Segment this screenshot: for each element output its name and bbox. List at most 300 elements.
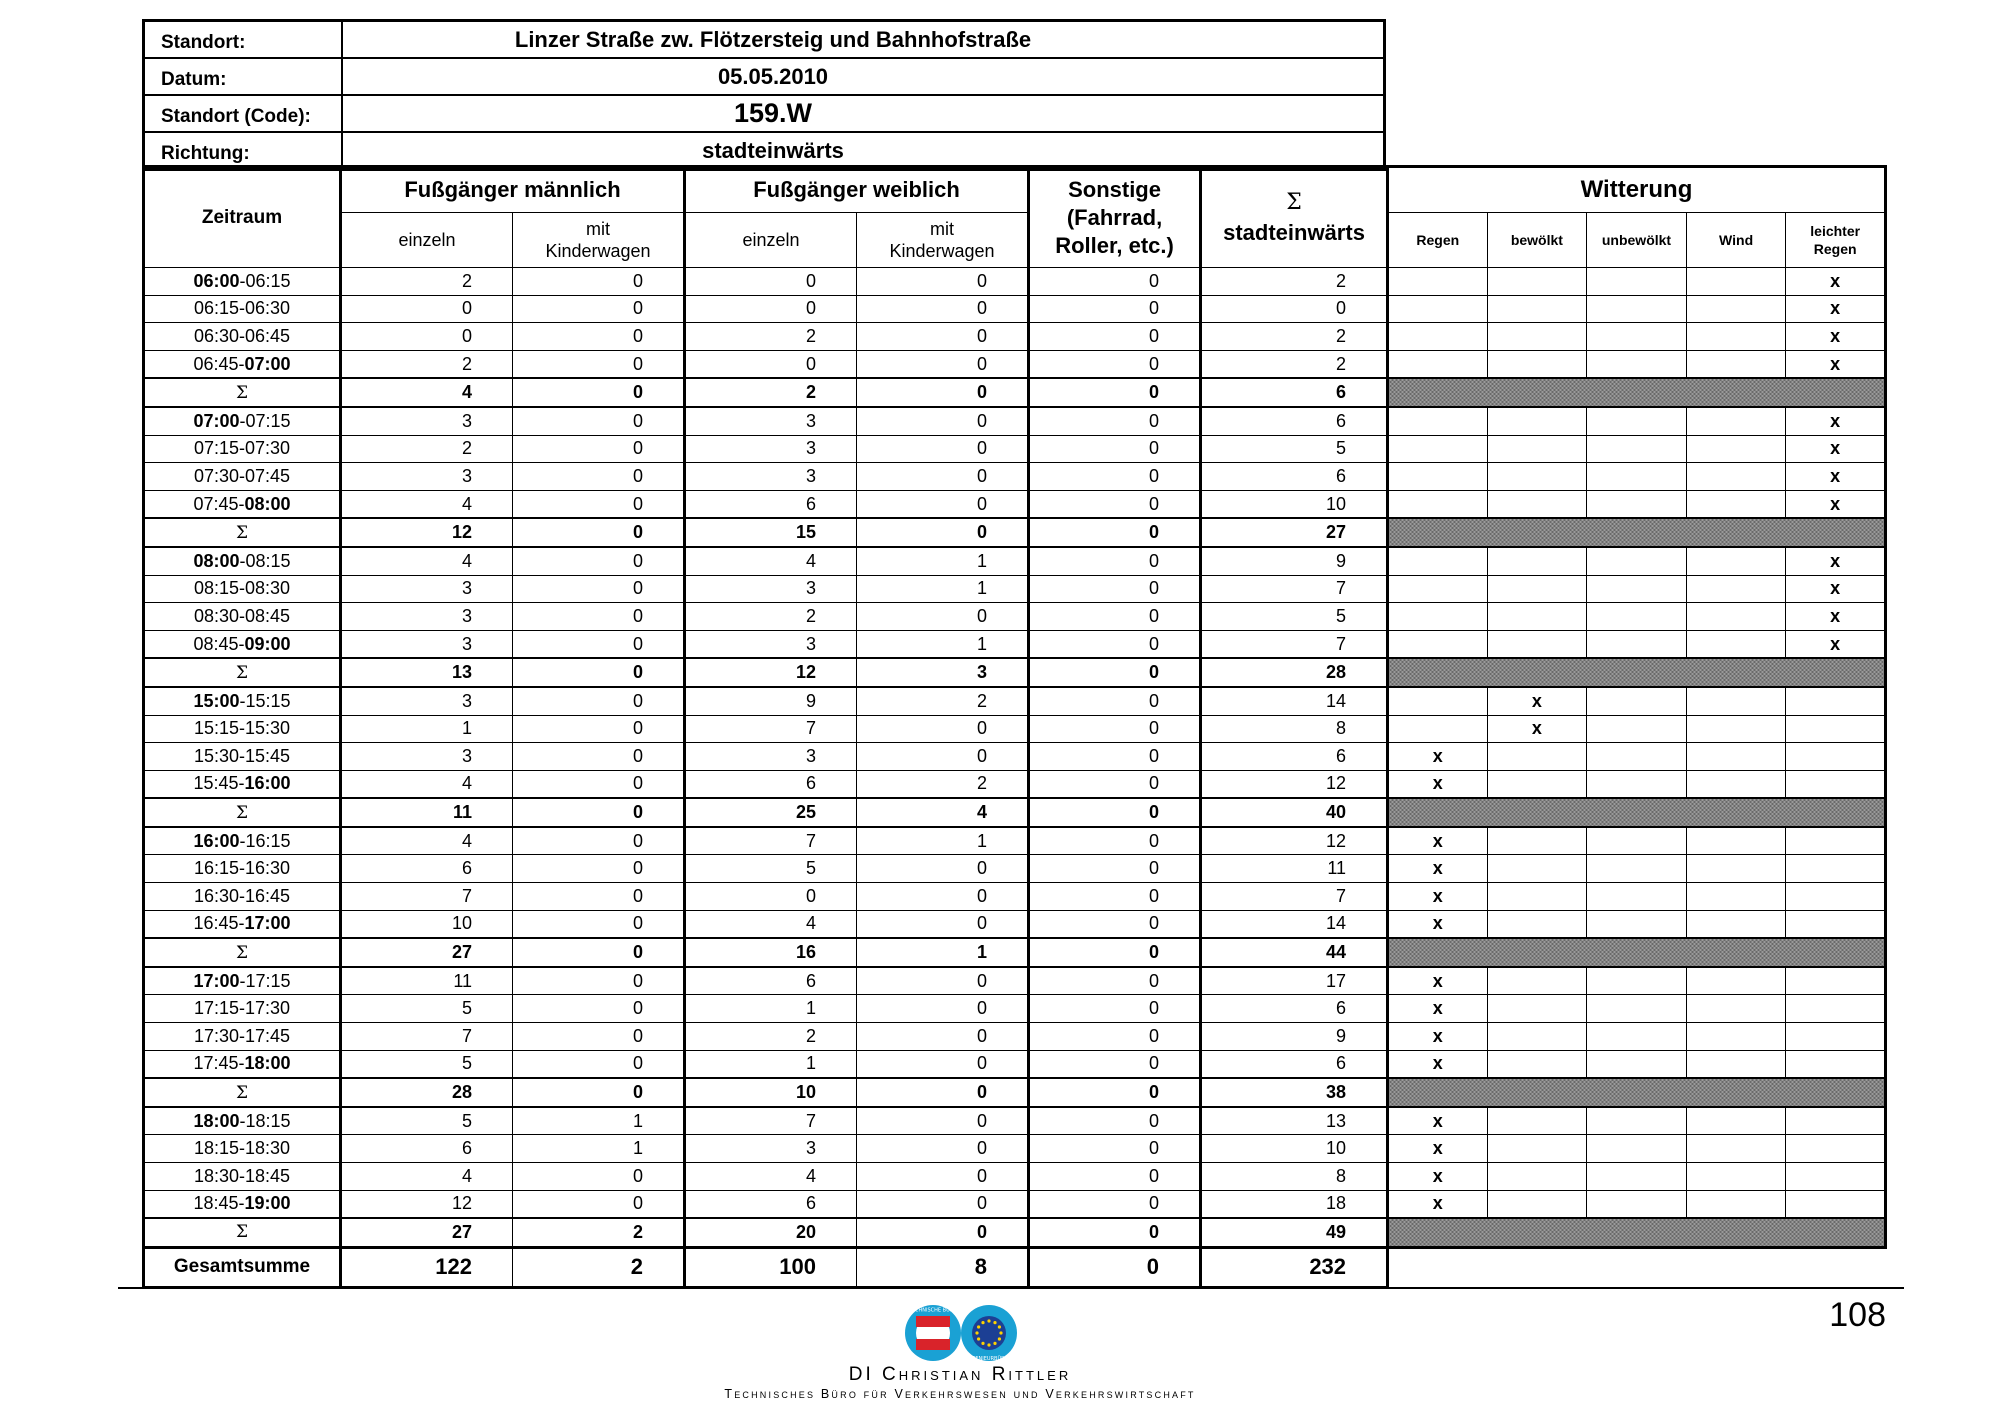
weiblich-kinderwagen-cell: 0 xyxy=(857,490,1029,518)
weather-row xyxy=(1388,463,1886,491)
hatched-cell xyxy=(1388,378,1886,407)
summe-cell: 6 xyxy=(1201,743,1388,771)
logo-right-text: INGENIEURBÜROS xyxy=(966,1356,1012,1362)
sonstige-cell: 0 xyxy=(1029,798,1201,827)
time-part: 17:15-17:30 xyxy=(193,998,291,1019)
weather-cell-regen xyxy=(1388,490,1488,518)
weather-cell-bewoelkt xyxy=(1487,855,1587,883)
time-cell xyxy=(144,350,341,378)
time-cell xyxy=(144,883,341,911)
maennlich-kinderwagen-cell: 0 xyxy=(513,575,685,603)
time-part: 18:45- xyxy=(193,1193,245,1214)
maennlich-einzeln-cell: 12 xyxy=(341,1190,513,1218)
table-row xyxy=(144,490,1388,518)
weather-cell-unbewoelkt xyxy=(1587,715,1687,743)
time-cell xyxy=(144,827,341,855)
weiblich-kinderwagen-cell: 0 xyxy=(857,715,1029,743)
weather-row xyxy=(1388,1107,1886,1135)
weather-cell-regen: x xyxy=(1388,1023,1488,1051)
maennlich-kinderwagen-cell: 0 xyxy=(513,1078,685,1107)
table-row xyxy=(144,435,1388,463)
weather-row xyxy=(1388,268,1886,296)
maennlich-kinderwagen-cell: 0 xyxy=(513,658,685,687)
weather-cell-wind xyxy=(1686,967,1786,995)
weather-cell-bewoelkt xyxy=(1487,770,1587,798)
maennlich-kinderwagen-cell: 0 xyxy=(513,378,685,407)
maennlich-einzeln-cell: 12 xyxy=(341,518,513,547)
weather-cell-leichter-regen: x xyxy=(1786,547,1886,575)
weather-row xyxy=(1388,687,1886,715)
table-row xyxy=(144,1190,1388,1218)
time-part: 15:45- xyxy=(193,773,245,794)
sonstige-cell: 0 xyxy=(1029,630,1201,658)
weiblich-kinderwagen-cell: 2 xyxy=(857,687,1029,715)
weather-cell-regen: x xyxy=(1388,1163,1488,1191)
weather-cell-regen: x xyxy=(1388,743,1488,771)
weather-rows xyxy=(1388,268,1886,1248)
table-row xyxy=(144,1163,1388,1191)
time-cell xyxy=(144,547,341,575)
table-row xyxy=(144,827,1388,855)
time-part: 18:00 xyxy=(193,1110,240,1131)
weiblich-kinderwagen-cell: 0 xyxy=(857,1107,1029,1135)
kinderwagen-line-1: mit xyxy=(586,219,610,239)
weather-cell-regen xyxy=(1388,715,1488,743)
weather-cell-wind xyxy=(1686,1190,1786,1218)
maennlich-einzeln-cell: 3 xyxy=(341,407,513,435)
weather-cell-wind xyxy=(1686,490,1786,518)
weiblich-kinderwagen-cell: 0 xyxy=(857,435,1029,463)
hatched-cell xyxy=(1388,938,1886,967)
weather-cell-unbewoelkt xyxy=(1587,1050,1687,1078)
weiblich-einzeln-cell: 4 xyxy=(685,547,857,575)
company-name: DI Christian Rittler xyxy=(848,1364,1072,1385)
table-row xyxy=(144,1050,1388,1078)
time-part: 15:00 xyxy=(193,690,240,711)
summe-total-cell: 232 xyxy=(1201,1247,1388,1287)
maennlich-einzeln-cell: 10 xyxy=(341,910,513,938)
weather-cell-regen: x xyxy=(1388,1107,1488,1135)
weather-cell-leichter-regen xyxy=(1786,827,1886,855)
weather-title: Witterung xyxy=(1388,167,1886,213)
weather-row xyxy=(1388,630,1886,658)
weather-cell-bewoelkt xyxy=(1487,1023,1587,1051)
weather-cell-unbewoelkt xyxy=(1587,1107,1687,1135)
weather-cell-regen xyxy=(1388,407,1488,435)
summe-cell: 28 xyxy=(1201,658,1388,687)
sonstige-cell: 0 xyxy=(1029,350,1201,378)
sum-header-label: stadteinwärts xyxy=(1223,220,1365,245)
time-part: 15:30-15:45 xyxy=(193,745,291,766)
weather-cell-bewoelkt: x xyxy=(1487,687,1587,715)
time-cell xyxy=(144,855,341,883)
weiblich-einzeln-cell: 2 xyxy=(685,378,857,407)
sonstige-cell: 0 xyxy=(1029,743,1201,771)
weather-cell-bewoelkt xyxy=(1487,743,1587,771)
table-row xyxy=(144,295,1388,323)
weather-row xyxy=(1388,407,1886,435)
sonstige-cell: 0 xyxy=(1029,967,1201,995)
weiblich-kinderwagen-total-cell: 8 xyxy=(857,1247,1029,1287)
maennlich-kinderwagen-cell: 0 xyxy=(513,967,685,995)
maennlich-kinderwagen-cell: 0 xyxy=(513,435,685,463)
maennlich-kinderwagen-cell: 0 xyxy=(513,743,685,771)
maennlich-einzeln-cell: 3 xyxy=(341,687,513,715)
weather-cell-bewoelkt xyxy=(1487,268,1587,296)
time-cell xyxy=(144,743,341,771)
maennlich-kinderwagen-header xyxy=(513,213,685,268)
maennlich-einzeln-cell: 4 xyxy=(341,1163,513,1191)
weather-cell-regen xyxy=(1388,547,1488,575)
weather-cell-unbewoelkt xyxy=(1587,490,1687,518)
weather-cell-wind xyxy=(1686,715,1786,743)
sonstige-cell: 0 xyxy=(1029,1218,1201,1247)
maennlich-kinderwagen-cell: 0 xyxy=(513,855,685,883)
weather-cell-bewoelkt xyxy=(1487,547,1587,575)
weather-cell-leichter-regen: x xyxy=(1786,603,1886,631)
subtotal-row xyxy=(144,938,1388,967)
weather-cell-leichter-regen xyxy=(1786,1135,1886,1163)
sonstige-cell: 0 xyxy=(1029,995,1201,1023)
summe-cell: 2 xyxy=(1201,350,1388,378)
weather-cell-regen: x xyxy=(1388,1190,1488,1218)
time-part: 07:30-07:45 xyxy=(193,465,291,486)
standort-label: Standort: xyxy=(144,21,343,59)
weather-cell-wind xyxy=(1686,1023,1786,1051)
sonstige-cell: 0 xyxy=(1029,463,1201,491)
datum-value: 05.05.2010 xyxy=(342,58,1385,95)
sonstige-cell: 0 xyxy=(1029,407,1201,435)
hatched-cell xyxy=(1388,1218,1886,1247)
hatched-cell xyxy=(1388,1078,1886,1107)
weiblich-einzeln-cell: 3 xyxy=(685,435,857,463)
hatched-cell xyxy=(1388,658,1886,687)
zeitraum-header: Zeitraum xyxy=(144,167,341,268)
weather-cell-leichter-regen xyxy=(1786,715,1886,743)
weiblich-einzeln-cell: 20 xyxy=(685,1218,857,1247)
hatched-cell xyxy=(1388,798,1886,827)
weather-cell-regen xyxy=(1388,687,1488,715)
summe-cell: 7 xyxy=(1201,630,1388,658)
table-row xyxy=(144,547,1388,575)
subtotal-symbol: Σ xyxy=(144,1218,341,1247)
weiblich-einzeln-cell: 6 xyxy=(685,1190,857,1218)
page-number: 108 xyxy=(1829,1296,1886,1334)
sonstige-header xyxy=(1029,167,1201,268)
weather-cell-wind xyxy=(1686,883,1786,911)
subtotal-symbol: Σ xyxy=(144,518,341,547)
weiblich-einzeln-cell: 9 xyxy=(685,687,857,715)
time-cell xyxy=(144,1135,341,1163)
weather-cell-regen xyxy=(1388,350,1488,378)
weather-column-headers xyxy=(1388,213,1886,268)
maennlich-kinderwagen-cell: 0 xyxy=(513,268,685,296)
weather-cell-leichter-regen: x xyxy=(1786,490,1886,518)
weather-subtotal-row xyxy=(1388,798,1886,827)
location-info-table xyxy=(142,19,1386,171)
weather-cell-wind xyxy=(1686,350,1786,378)
maennlich-kinderwagen-cell: 0 xyxy=(513,1190,685,1218)
time-cell xyxy=(144,575,341,603)
hatched-cell xyxy=(1388,518,1886,547)
summe-cell: 13 xyxy=(1201,1107,1388,1135)
weather-cell-leichter-regen: x xyxy=(1786,268,1886,296)
subtotal-row xyxy=(144,1078,1388,1107)
weather-cell-unbewoelkt xyxy=(1587,910,1687,938)
weather-header-unbewoelkt: unbewölkt xyxy=(1587,213,1687,268)
summe-cell: 17 xyxy=(1201,967,1388,995)
maennlich-kinderwagen-cell: 0 xyxy=(513,603,685,631)
weather-row xyxy=(1388,575,1886,603)
weiblich-einzeln-cell: 2 xyxy=(685,603,857,631)
time-part: 18:15-18:30 xyxy=(193,1138,291,1159)
weather-cell-wind xyxy=(1686,1163,1786,1191)
maennlich-kinderwagen-cell: 2 xyxy=(513,1218,685,1247)
time-part: 15:15-15:30 xyxy=(193,718,291,739)
weiblich-kinderwagen-cell: 0 xyxy=(857,463,1029,491)
weather-cell-unbewoelkt xyxy=(1587,407,1687,435)
weather-cell-leichter-regen xyxy=(1786,855,1886,883)
weiblich-einzeln-cell: 3 xyxy=(685,1135,857,1163)
weather-subtotal-row xyxy=(1388,938,1886,967)
weather-row xyxy=(1388,715,1886,743)
weather-cell-regen: x xyxy=(1388,855,1488,883)
weather-cell-unbewoelkt xyxy=(1587,827,1687,855)
weiblich-kinderwagen-header xyxy=(857,213,1029,268)
maennlich-einzeln-cell: 11 xyxy=(341,798,513,827)
weiblich-einzeln-cell: 0 xyxy=(685,268,857,296)
summe-cell: 40 xyxy=(1201,798,1388,827)
weather-row xyxy=(1388,350,1886,378)
weiblich-einzeln-cell: 1 xyxy=(685,1050,857,1078)
time-part: 09:00 xyxy=(244,633,291,654)
weiblich-kinderwagen-cell: 0 xyxy=(857,407,1029,435)
weiblich-kinderwagen-cell: 0 xyxy=(857,1050,1029,1078)
summe-cell: 44 xyxy=(1201,938,1388,967)
maennlich-einzeln-cell: 6 xyxy=(341,855,513,883)
time-part: 08:00 xyxy=(244,493,291,514)
maennlich-kinderwagen-cell: 0 xyxy=(513,350,685,378)
table-row xyxy=(144,967,1388,995)
weiblich-einzeln-cell: 3 xyxy=(685,407,857,435)
time-cell xyxy=(144,910,341,938)
sonstige-cell: 0 xyxy=(1029,1107,1201,1135)
kinderwagen-line-2: Kinderwagen xyxy=(889,241,995,261)
summe-cell: 11 xyxy=(1201,855,1388,883)
weather-row xyxy=(1388,967,1886,995)
weather-cell-leichter-regen xyxy=(1786,687,1886,715)
time-part: -08:15 xyxy=(239,550,291,571)
subtotal-symbol: Σ xyxy=(144,378,341,407)
weather-cell-wind xyxy=(1686,910,1786,938)
weather-cell-regen: x xyxy=(1388,770,1488,798)
weather-cell-unbewoelkt xyxy=(1587,1023,1687,1051)
weiblich-kinderwagen-cell: 3 xyxy=(857,658,1029,687)
weiblich-einzeln-cell: 5 xyxy=(685,855,857,883)
weather-cell-unbewoelkt xyxy=(1587,435,1687,463)
maennlich-kinderwagen-cell: 0 xyxy=(513,1050,685,1078)
maennlich-einzeln-cell: 0 xyxy=(341,323,513,351)
time-part: 07:00 xyxy=(244,353,291,374)
time-part: 06:00 xyxy=(193,270,240,291)
summe-cell: 7 xyxy=(1201,883,1388,911)
maennlich-einzeln-cell: 6 xyxy=(341,1135,513,1163)
weather-row xyxy=(1388,770,1886,798)
weather-cell-bewoelkt xyxy=(1487,1135,1587,1163)
subtotal-symbol: Σ xyxy=(144,658,341,687)
table-row xyxy=(144,715,1388,743)
time-part: 06:30-06:45 xyxy=(193,325,291,346)
weather-cell-wind xyxy=(1686,630,1786,658)
maennlich-kinderwagen-cell: 0 xyxy=(513,938,685,967)
maennlich-kinderwagen-cell: 0 xyxy=(513,995,685,1023)
table-row xyxy=(144,1107,1388,1135)
weather-cell-regen xyxy=(1388,575,1488,603)
weiblich-kinderwagen-cell: 1 xyxy=(857,547,1029,575)
weather-cell-bewoelkt xyxy=(1487,827,1587,855)
weiblich-einzeln-cell: 6 xyxy=(685,490,857,518)
weather-cell-bewoelkt xyxy=(1487,575,1587,603)
time-part: 07:00 xyxy=(193,410,240,431)
logo-left-text: TECHNISCHE BÜRO xyxy=(908,1307,958,1314)
maennlich-einzeln-cell: 7 xyxy=(341,1023,513,1051)
table-row xyxy=(144,743,1388,771)
maennlich-kinderwagen-cell: 0 xyxy=(513,547,685,575)
weather-cell-regen: x xyxy=(1388,995,1488,1023)
weather-header-leichter-regen: leichter Regen xyxy=(1786,213,1886,268)
time-cell xyxy=(144,435,341,463)
weiblich-einzeln-cell: 4 xyxy=(685,910,857,938)
maennlich-kinderwagen-cell: 1 xyxy=(513,1135,685,1163)
summe-cell: 49 xyxy=(1201,1218,1388,1247)
weather-cell-bewoelkt: x xyxy=(1487,715,1587,743)
weather-cell-wind xyxy=(1686,1107,1786,1135)
weather-cell-leichter-regen xyxy=(1786,1163,1886,1191)
maennlich-einzeln-cell: 11 xyxy=(341,967,513,995)
weather-cell-leichter-regen: x xyxy=(1786,350,1886,378)
maennlich-einzeln-cell: 5 xyxy=(341,995,513,1023)
weather-cell-unbewoelkt xyxy=(1587,1163,1687,1191)
subtotal-symbol: Σ xyxy=(144,1078,341,1107)
weather-cell-wind xyxy=(1686,575,1786,603)
weiblich-header: Fußgänger weiblich xyxy=(685,167,1029,213)
maennlich-header: Fußgänger männlich xyxy=(341,167,685,213)
company-tagline: Technisches Büro für Verkehrswesen und Verkehrswirtschaft xyxy=(724,1387,1196,1401)
weiblich-kinderwagen-cell: 4 xyxy=(857,798,1029,827)
summe-cell: 6 xyxy=(1201,378,1388,407)
weather-cell-bewoelkt xyxy=(1487,1163,1587,1191)
weather-header-regen: Regen xyxy=(1388,213,1488,268)
maennlich-kinderwagen-cell: 0 xyxy=(513,715,685,743)
company-logo xyxy=(901,1303,1021,1363)
weather-row xyxy=(1388,490,1886,518)
weiblich-einzeln-header: einzeln xyxy=(685,213,857,268)
weiblich-einzeln-cell: 6 xyxy=(685,770,857,798)
weather-cell-leichter-regen xyxy=(1786,770,1886,798)
time-part: 17:00 xyxy=(193,970,240,991)
weather-cell-unbewoelkt xyxy=(1587,268,1687,296)
weiblich-einzeln-cell: 15 xyxy=(685,518,857,547)
table-row xyxy=(144,268,1388,296)
weather-cell-wind xyxy=(1686,1050,1786,1078)
weather-cell-bewoelkt xyxy=(1487,1050,1587,1078)
time-part: -06:15 xyxy=(239,270,291,291)
table-row xyxy=(144,1023,1388,1051)
time-part: 06:15-06:30 xyxy=(193,298,291,319)
weather-cell-regen: x xyxy=(1388,827,1488,855)
footer-rule xyxy=(118,1287,1904,1289)
maennlich-kinderwagen-cell: 0 xyxy=(513,630,685,658)
weiblich-kinderwagen-cell: 1 xyxy=(857,827,1029,855)
maennlich-einzeln-cell: 1 xyxy=(341,715,513,743)
weather-row xyxy=(1388,323,1886,351)
table-row xyxy=(144,910,1388,938)
weiblich-kinderwagen-cell: 0 xyxy=(857,378,1029,407)
maennlich-kinderwagen-cell: 1 xyxy=(513,1107,685,1135)
subtotal-row xyxy=(144,518,1388,547)
weather-cell-wind xyxy=(1686,743,1786,771)
weather-cell-wind xyxy=(1686,995,1786,1023)
maennlich-einzeln-cell: 13 xyxy=(341,658,513,687)
grand-total-label: Gesamtsumme xyxy=(144,1247,341,1287)
time-part: 16:00 xyxy=(193,830,240,851)
summe-cell: 18 xyxy=(1201,1190,1388,1218)
maennlich-kinderwagen-cell: 0 xyxy=(513,827,685,855)
maennlich-einzeln-header: einzeln xyxy=(341,213,513,268)
table-row xyxy=(144,350,1388,378)
weather-cell-unbewoelkt xyxy=(1587,547,1687,575)
weather-cell-wind xyxy=(1686,603,1786,631)
sonstige-cell: 0 xyxy=(1029,435,1201,463)
time-part: 07:15-07:30 xyxy=(193,438,291,459)
subtotal-row xyxy=(144,378,1388,407)
sonstige-cell: 0 xyxy=(1029,855,1201,883)
table-row xyxy=(144,1135,1388,1163)
weather-cell-unbewoelkt xyxy=(1587,967,1687,995)
weiblich-einzeln-cell: 3 xyxy=(685,575,857,603)
richtung-label: Richtung: xyxy=(144,132,343,170)
sonstige-cell: 0 xyxy=(1029,323,1201,351)
maennlich-einzeln-cell: 4 xyxy=(341,378,513,407)
time-part: 17:45- xyxy=(193,1053,245,1074)
sum-header-symbol: Σ xyxy=(1286,190,1302,215)
weather-subtotal-row xyxy=(1388,378,1886,407)
weiblich-kinderwagen-cell: 0 xyxy=(857,518,1029,547)
maennlich-kinderwagen-cell: 0 xyxy=(513,323,685,351)
weather-row xyxy=(1388,603,1886,631)
time-part: -18:15 xyxy=(239,1110,291,1131)
sonstige-cell: 0 xyxy=(1029,658,1201,687)
richtung-value: stadteinwärts xyxy=(342,132,1385,170)
sonstige-cell: 0 xyxy=(1029,883,1201,911)
weather-cell-bewoelkt xyxy=(1487,350,1587,378)
weiblich-kinderwagen-cell: 2 xyxy=(857,770,1029,798)
sonstige-cell: 0 xyxy=(1029,1023,1201,1051)
sum-header xyxy=(1201,167,1388,268)
time-cell xyxy=(144,268,341,296)
maennlich-kinderwagen-total-cell: 2 xyxy=(513,1247,685,1287)
weather-cell-regen: x xyxy=(1388,967,1488,995)
time-part: 17:30-17:45 xyxy=(193,1025,291,1046)
time-part: 19:00 xyxy=(244,1193,291,1214)
weather-cell-regen: x xyxy=(1388,1050,1488,1078)
weather-cell-unbewoelkt xyxy=(1587,687,1687,715)
summe-cell: 14 xyxy=(1201,910,1388,938)
summe-cell: 9 xyxy=(1201,547,1388,575)
weiblich-einzeln-cell: 10 xyxy=(685,1078,857,1107)
maennlich-einzeln-cell: 7 xyxy=(341,883,513,911)
time-part: 16:00 xyxy=(244,773,291,794)
